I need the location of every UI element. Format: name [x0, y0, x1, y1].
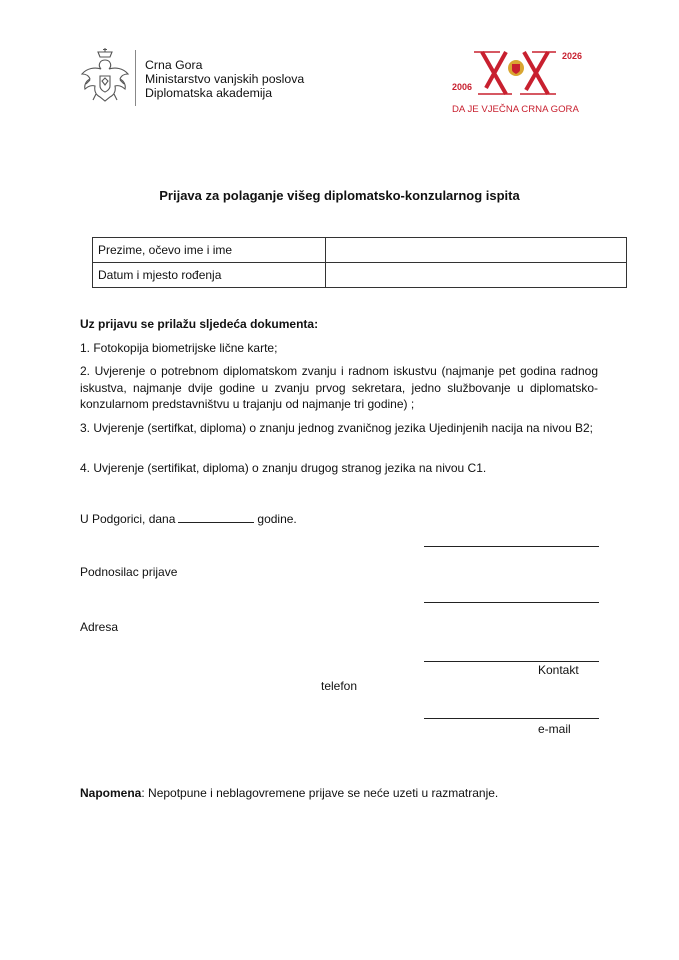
- date-blank[interactable]: [178, 511, 254, 523]
- list-item: 3. Uvjerenje (sertifkat, diploma) o znanju jednog zvaničnog jezika Ujedinjenih nacija na nivou B2;: [80, 421, 593, 435]
- name-field[interactable]: [326, 238, 627, 263]
- place-prefix: U Podgorici, dana: [80, 512, 176, 526]
- note-label: Napomena: [80, 786, 142, 800]
- list-item: 1. Fotokopija biometrijske lične karte;: [80, 341, 278, 355]
- table-row: [93, 238, 627, 263]
- address-label: Adresa: [80, 620, 119, 634]
- anniversary-logo-icon: [448, 46, 590, 118]
- list-item: 2. Uvjerenje o potrebnom diplomatskom zvanju i radnom iskustvu (najmanje pet godina radnog iskustva, najmanje dvije godine u zvanju prvog sekretara, jedno službovanje u diplomatsko-konzularnom predstavništvu u trajanju od najmanje tri godine) ;: [80, 364, 598, 411]
- phone-label: telefon: [321, 679, 358, 693]
- email-line[interactable]: [424, 718, 599, 719]
- address-line[interactable]: [424, 602, 599, 603]
- academy-name: Diplomatska akademija: [145, 86, 273, 100]
- birth-field[interactable]: [326, 263, 627, 288]
- email-label: e-mail: [538, 722, 571, 736]
- name-label: Prezime, očevo ime i ime: [93, 238, 326, 263]
- applicant-signature-line[interactable]: [424, 546, 599, 547]
- ministry-name: Ministarstvo vanjskih poslova: [145, 72, 305, 86]
- logo-year-start: 2006: [452, 82, 473, 92]
- document-title: Prijava za polaganje višeg diplomatsko-konzularnog ispita: [159, 188, 520, 203]
- birth-label: Datum i mjesto rođenja: [93, 263, 326, 288]
- header-divider: [135, 50, 136, 106]
- list-item: 4. Uvjerenje (sertifikat, diploma) o znanju drugog stranog jezika na nivou C1.: [80, 461, 487, 475]
- table-row: [93, 263, 627, 288]
- coat-of-arms-icon: [78, 46, 132, 106]
- logo-year-end: 2026: [562, 51, 583, 61]
- contact-phone-line[interactable]: [424, 661, 599, 662]
- applicant-info-table: [92, 237, 627, 288]
- institution-header: [145, 58, 304, 100]
- contact-label: Kontakt: [538, 663, 579, 677]
- logo-motto: DA JE VJEČNA CRNA GORA: [452, 104, 579, 115]
- note: [80, 786, 498, 800]
- country-name: Crna Gora: [145, 58, 203, 72]
- documents-heading: Uz prijavu se prilažu sljedeća dokumenta:: [80, 317, 319, 331]
- applicant-label: Podnosilac prijave: [80, 565, 178, 579]
- place-suffix: godine.: [257, 512, 297, 526]
- date-line: [80, 511, 297, 526]
- note-text: : Nepotpune i neblagovremene prijave se neće uzeti u razmatranje.: [141, 786, 499, 800]
